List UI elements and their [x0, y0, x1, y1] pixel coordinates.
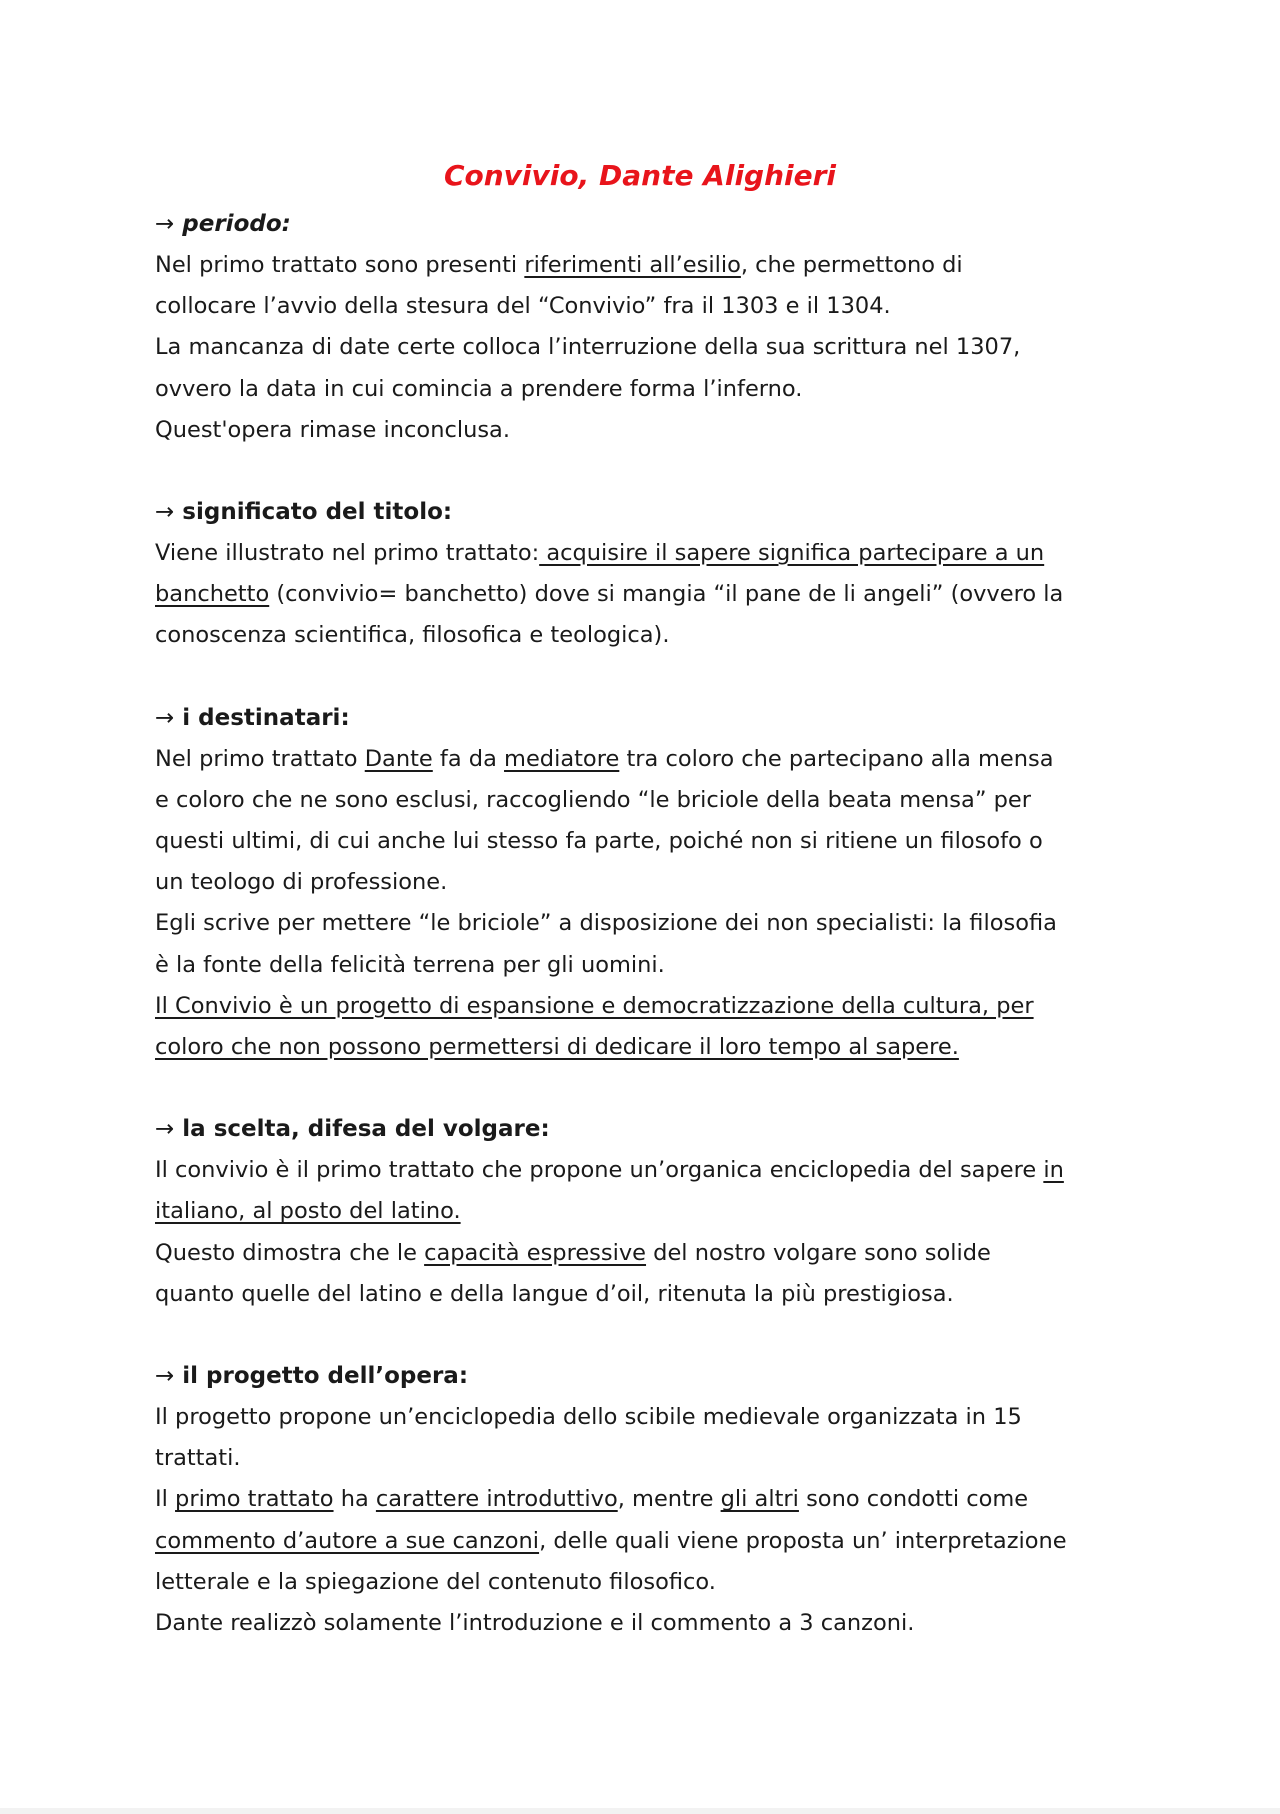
section-heading-volgare: → la scelta, difesa del volgare: — [155, 1116, 550, 1143]
underlined-text: italiano, al posto del latino. — [155, 1198, 461, 1225]
arrow-icon: → — [155, 211, 175, 237]
arrow-icon: → — [155, 1363, 175, 1390]
text-line: commento d’autore a sue canzoni, delle quali viene proposta un’ interpretazione — [155, 1527, 1067, 1554]
underlined-text: coloro che non possono permettersi di dedicare il loro tempo al sapere. — [155, 1034, 959, 1061]
underlined-text: capacità espressive — [424, 1239, 647, 1266]
document-body — [155, 204, 1135, 1644]
text-line: trattati. — [155, 1445, 241, 1472]
text-line: banchetto (convivio= banchetto) dove si mangia “il pane de li angeli” (ovvero la — [155, 581, 1064, 608]
arrow-icon: → — [155, 1116, 175, 1143]
section-text-periodo — [155, 245, 1135, 451]
text-line: Nel primo trattato sono presenti riferimenti all’esilio, che permettono di — [155, 252, 963, 278]
text-line: un teologo di professione. — [155, 869, 448, 896]
section-text-volgare — [155, 1150, 1135, 1315]
underlined-text: carattere introduttivo — [375, 1486, 618, 1513]
page-bottom-edge — [0, 1808, 1280, 1814]
text-line: conoscenza scientifica, filosofica e teologica). — [155, 622, 670, 649]
text-line: Egli scrive per mettere “le briciole” a disposizione dei non specialisti: la filosofia — [155, 910, 1057, 937]
text-line: Quest'opera rimase inconclusa. — [155, 416, 511, 443]
section-heading-destinatari: → i destinatari: — [155, 704, 350, 731]
underlined-text: acquisire il sapere significa partecipare a un — [539, 540, 1045, 567]
document-title: Convivio, Dante Alighieri — [443, 159, 837, 192]
text-line: Il progetto propone un’enciclopedia dello scibile medievale organizzata in 15 — [155, 1404, 1022, 1431]
text-line: e coloro che ne sono esclusi, raccogliendo “le briciole della beata mensa” per — [155, 786, 1032, 813]
underlined-text: in — [1043, 1157, 1064, 1184]
underlined-text: riferimenti all’esilio — [524, 252, 741, 278]
section-heading-progetto: → il progetto dell’opera: — [155, 1363, 469, 1390]
text-line: Viene illustrato nel primo trattato: acquisire il sapere significa partecipare a un — [155, 540, 1045, 567]
section-heading-periodo: → periodo: — [155, 211, 291, 237]
spacer — [155, 657, 1135, 698]
text-line: Questo dimostra che le capacità espressive del nostro volgare sono solide — [155, 1239, 991, 1266]
spacer — [155, 1315, 1135, 1356]
section-text-destinatari — [155, 739, 1135, 1069]
text-line: Nel primo trattato Dante fa da mediatore tra coloro che partecipano alla mensa — [155, 745, 1054, 772]
spacer — [155, 451, 1135, 492]
arrow-icon: → — [155, 704, 175, 731]
text-line: collocare l’avvio della stesura del “Convivio” fra il 1303 e il 1304. — [155, 293, 891, 320]
underlined-text: Dante — [364, 745, 433, 772]
arrow-icon: → — [155, 499, 175, 526]
underlined-text: commento d’autore a sue canzoni — [155, 1527, 540, 1554]
underlined-text: primo trattato — [175, 1486, 334, 1513]
text-line: Dante realizzò solamente l’introduzione e il commento a 3 canzoni. — [155, 1610, 915, 1637]
spacer — [155, 1068, 1135, 1109]
text-line: quanto quelle del latino e della langue d’oil, ritenuta la più prestigiosa. — [155, 1280, 954, 1307]
underlined-text: banchetto — [155, 581, 270, 608]
section-text-progetto — [155, 1397, 1135, 1644]
text-line: Il primo trattato ha carattere introduttivo, mentre gli altri sono condotti come — [155, 1486, 1029, 1513]
text-line: questi ultimi, di cui anche lui stesso fa parte, poiché non si ritiene un filosofo o — [155, 828, 1043, 855]
section-heading-titolo: → significato del titolo: — [155, 499, 453, 526]
underlined-text: gli altri — [720, 1486, 799, 1513]
underlined-text: mediatore — [504, 745, 620, 772]
text-line: letterale e la spiegazione del contenuto filosofico. — [155, 1568, 716, 1595]
text-line: Il convivio è il primo trattato che propone un’organica enciclopedia del sapere in — [155, 1157, 1064, 1184]
underlined-text: Il Convivio è un progetto di espansione e democratizzazione della cultura, per — [155, 992, 1034, 1019]
text-line: La mancanza di date certe colloca l’interruzione della sua scrittura nel 1307, — [155, 334, 1021, 361]
text-line: ovvero la data in cui comincia a prendere forma l’inferno. — [155, 375, 803, 402]
section-text-titolo — [155, 533, 1135, 657]
text-line: è la fonte della felicità terrena per gli uomini. — [155, 951, 665, 978]
